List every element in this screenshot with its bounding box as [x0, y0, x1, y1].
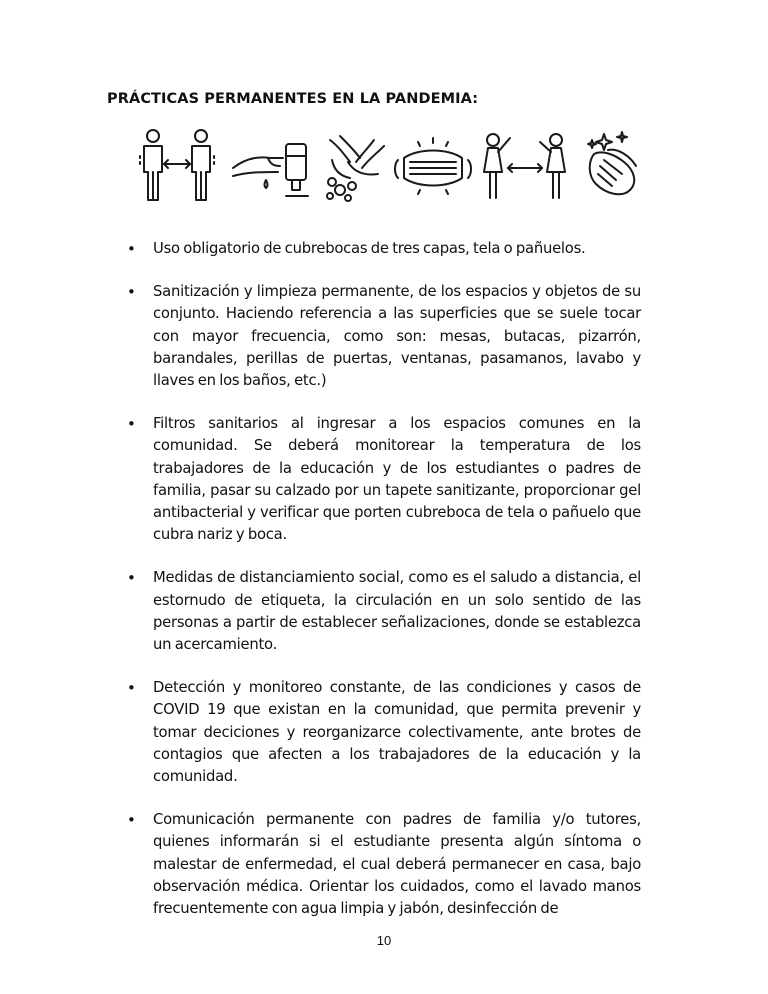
list-item-text: Comunicación permanente con padres de familia y/o tutores, quienes informarán si el estudiante presenta algún síntoma o malestar de enfermedad, el cual deberá permanecer en casa, bajo observación médica. Orientar los cuidados, como el lavado manos frecuentemente con agua limpia y jabón, desinfección de — [153, 811, 641, 918]
bullet-icon: • — [127, 415, 136, 434]
list-item-text: Medidas de distanciamiento social, como es el saludo a distancia, el estornudo de etiqueta, la circulación en un solo sentido de las personas a partir de establecer señalizaciones, donde se establezca un acercamiento. — [153, 569, 641, 654]
list-item — [127, 567, 641, 656]
hand-sanitizer-dispenser-icon — [233, 144, 308, 196]
social-distance-people-icon — [140, 130, 214, 200]
list-item — [127, 281, 641, 392]
list-item-text: Sanitización y limpieza permanente, de los espacios y objetos de su conjunto. Haciendo referencia a las superficies que se suele tocar con mayor frecuencia, como son: mesas, butacas, pizarrón, barandales, perillas de puertas, ventanas, pasamanos, lavabo y llaves en los baños, etc.) — [153, 283, 641, 390]
bullet-icon: • — [127, 283, 136, 302]
bullet-icon: • — [127, 679, 136, 698]
face-mask-icon — [395, 138, 471, 194]
page-title: PRÁCTICAS PERMANENTES EN LA PANDEMIA: — [107, 91, 479, 107]
list-item — [127, 809, 641, 920]
bullet-icon: • — [127, 811, 136, 830]
distance-greeting-icon — [484, 134, 565, 198]
prevention-icons-strip — [118, 128, 648, 204]
page-number: 10 — [376, 933, 392, 948]
practices-list — [127, 238, 641, 941]
list-item — [127, 413, 641, 546]
hand-washing-icon — [327, 136, 384, 201]
disinfected-hands-icon — [588, 132, 636, 194]
list-item-text: Filtros sanitarios al ingresar a los espacios comunes en la comunidad. Se deberá monitorear la temperatura de los trabajadores de la educación y de los estudiantes o padres de familia, pasar su calzado por un tapete sanitizante, proporcionar gel antibacterial y verificar que porten cubreboca de tela o pañuelo que cubra nariz y boca. — [153, 415, 641, 544]
bullet-icon: • — [127, 240, 136, 258]
list-item-text: Detección y monitoreo constante, de las condiciones y casos de COVID 19 que existan en la comunidad, que permita prevenir y tomar deciciones y reorganizarce colectivamente, ante brotes de contagios que afecten a los trabajadores de la educación y la comunidad. — [153, 679, 641, 786]
list-item — [127, 677, 641, 788]
list-item — [127, 238, 641, 260]
bullet-icon: • — [127, 569, 136, 588]
list-item-text: Uso obligatorio de cubrebocas de tres capas, tela o pañuelos. — [153, 240, 586, 257]
